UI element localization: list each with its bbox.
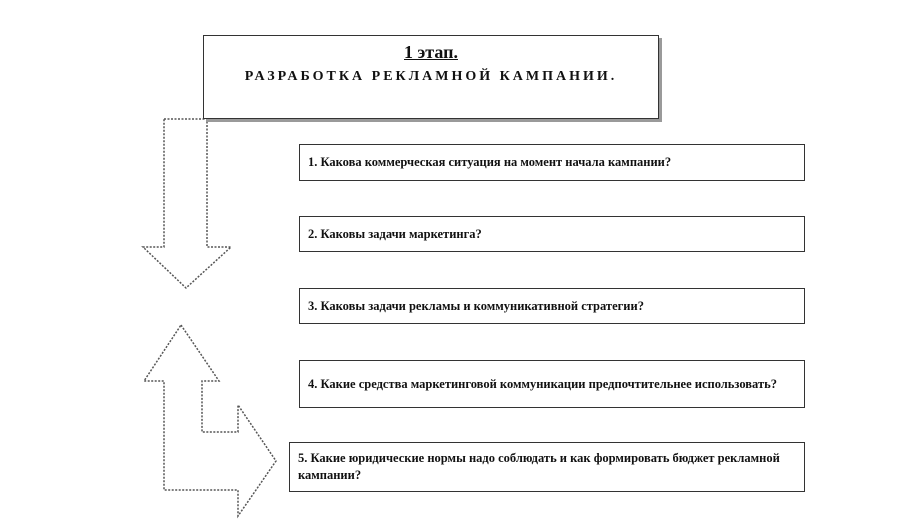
question-box-1 (299, 144, 805, 181)
question-text-2: 2. Каковы задачи маркетинга? (308, 226, 482, 241)
stage-title: 1 этап. (404, 42, 458, 62)
question-text-4: 4. Какие средства маркетинговой коммуникации предпочтительнее использовать? (308, 376, 777, 391)
question-text-5: 5. Какие юридические нормы надо соблюдать и как формировать бюджет рекламной кампании? (298, 451, 780, 482)
question-text-1: 1. Какова коммерческая ситуация на момент начала кампании? (308, 155, 672, 169)
question-text-3: 3. Каковы задачи рекламы и коммуникативной стратегии? (308, 298, 644, 313)
stage-header-box (203, 35, 659, 119)
question-box-2 (299, 216, 805, 252)
down-arrow (143, 119, 231, 288)
question-box-4 (299, 360, 805, 408)
question-box-5 (289, 442, 805, 492)
stage-subtitle: РАЗРАБОТКА РЕКЛАМНОЙ КАМПАНИИ. (244, 69, 618, 84)
question-box-3 (299, 288, 805, 324)
bent-arrow (144, 325, 276, 516)
